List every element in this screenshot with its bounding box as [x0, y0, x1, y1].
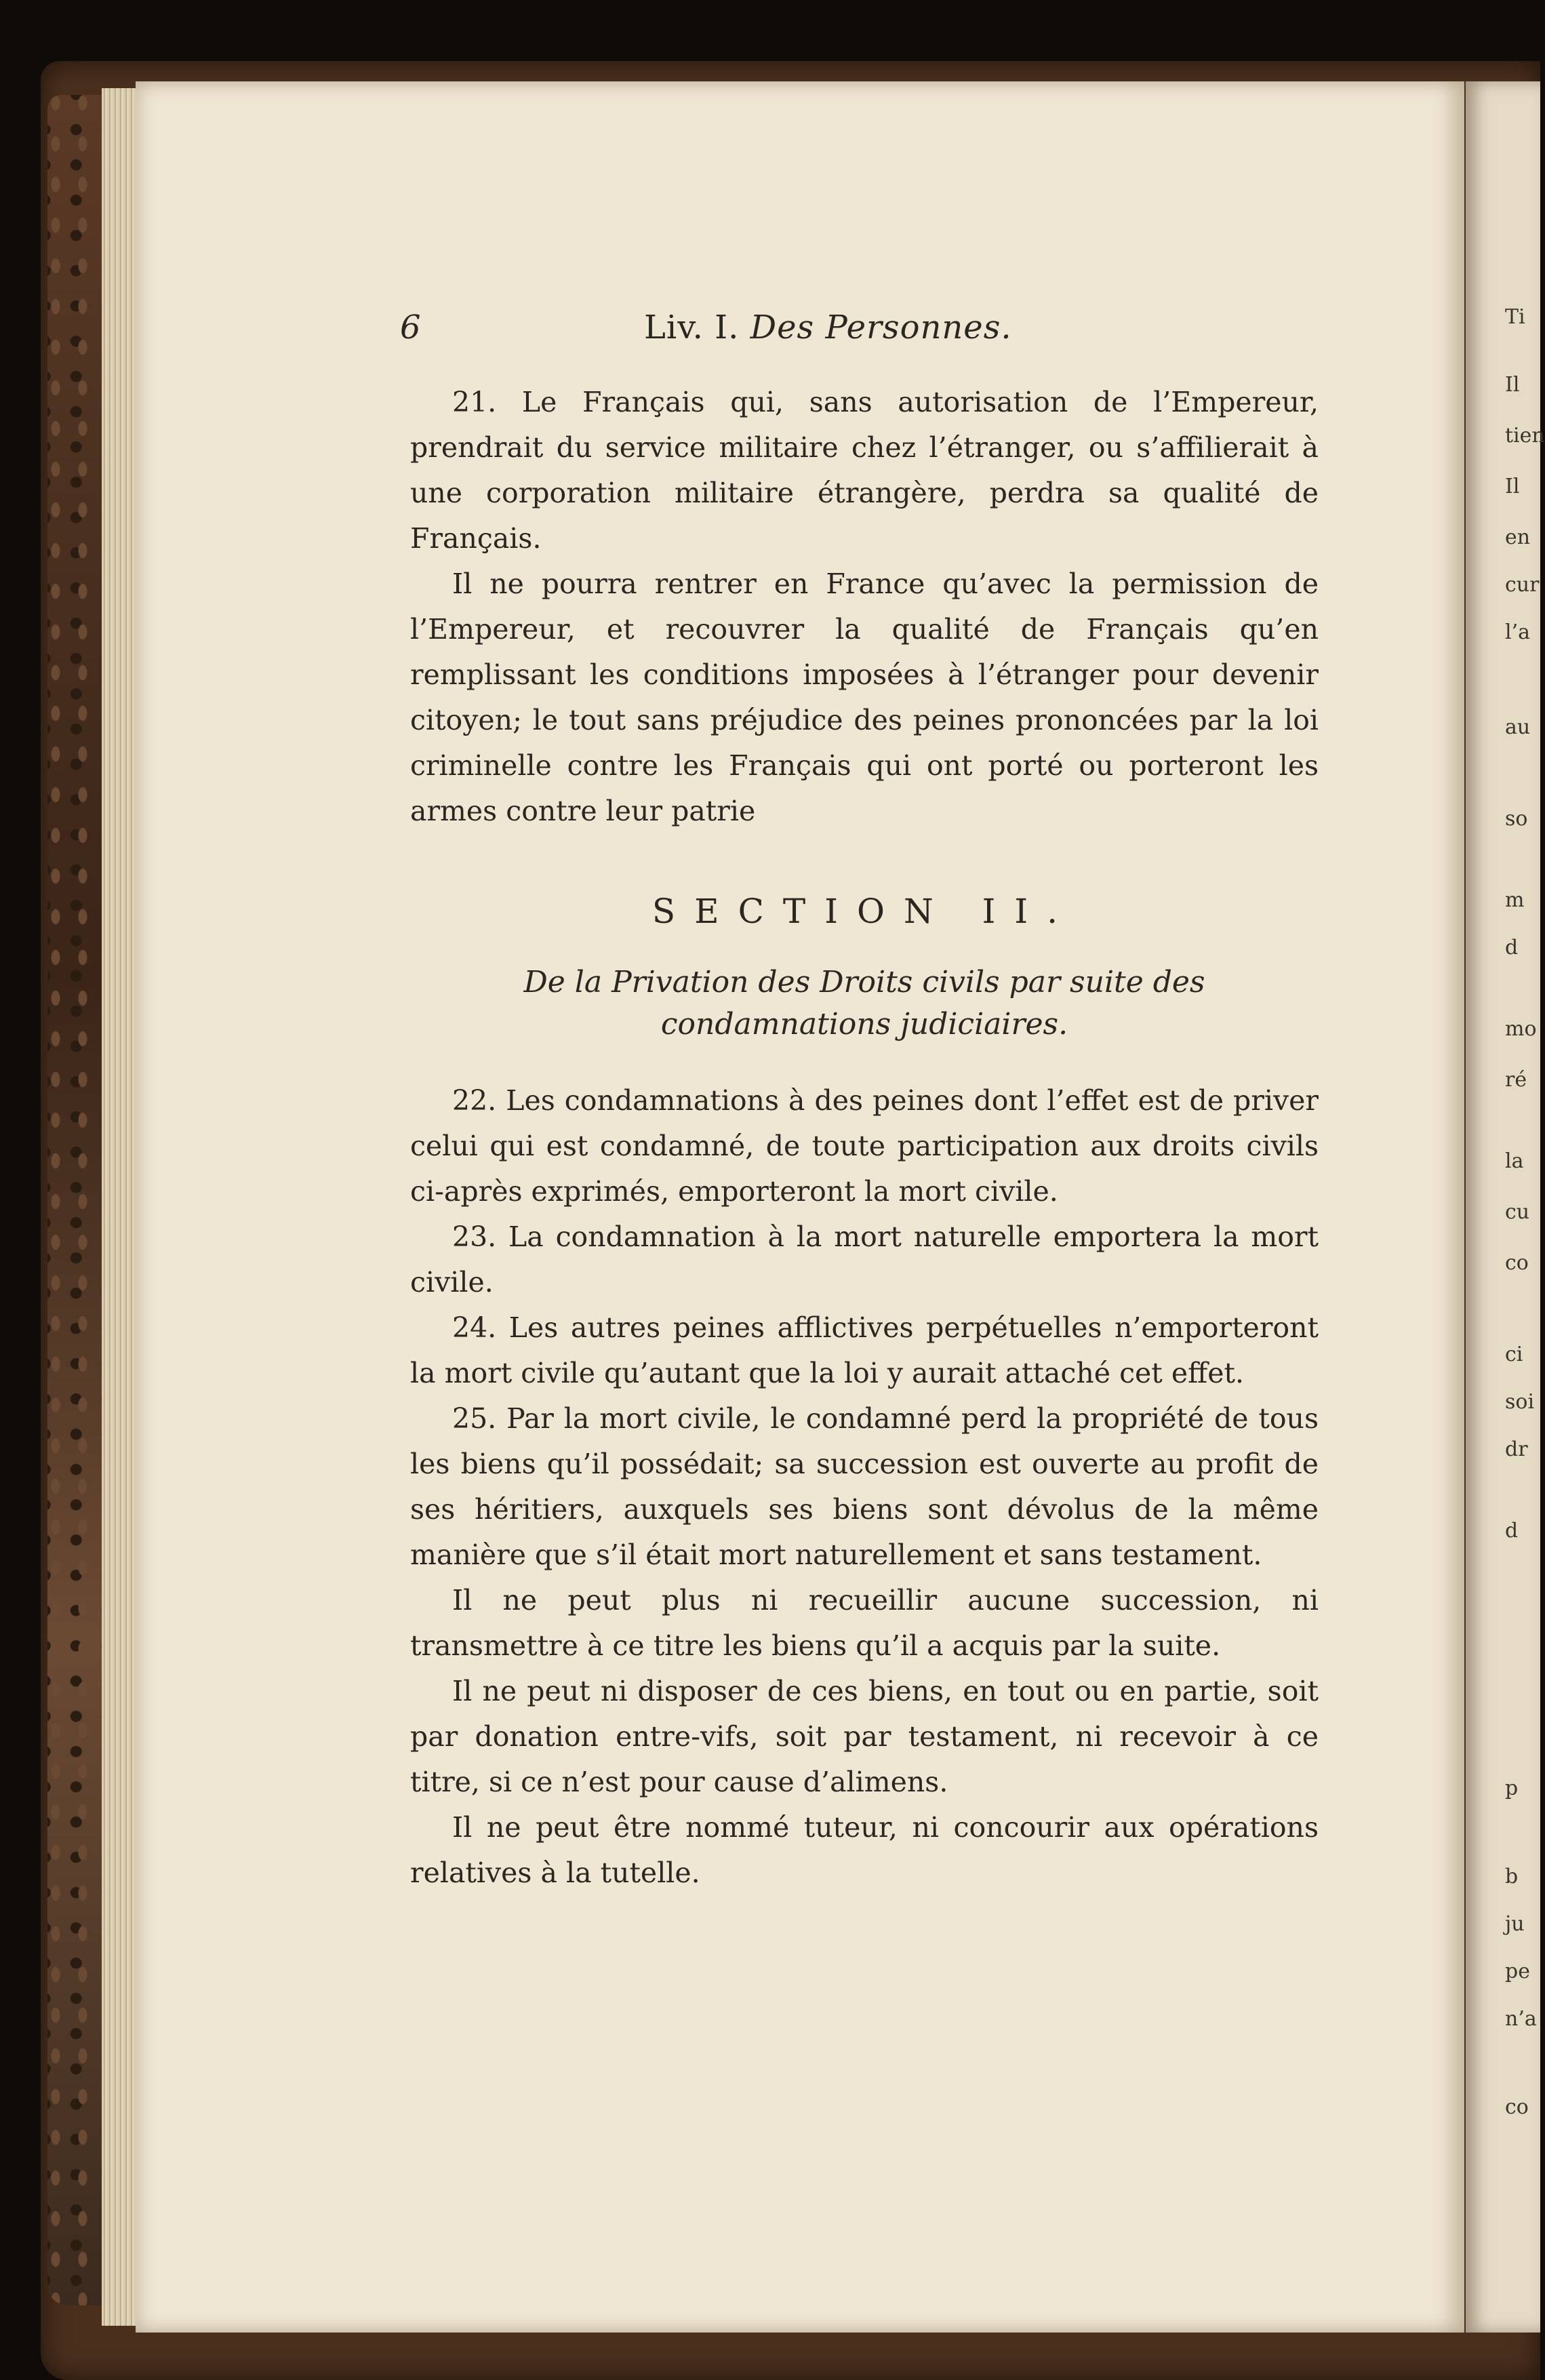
article-24: 24. Les autres peines afflictives perpétuelles n’emporteront la mort civile qu’autant que la loi y aurait attaché cet effet. — [410, 1311, 1319, 1389]
fragment-text: m — [1505, 888, 1525, 912]
marbled-cover-edge — [47, 95, 103, 2305]
fragment-text: pe — [1505, 1960, 1530, 1983]
running-header — [400, 309, 1336, 356]
fragment-text: co — [1505, 2095, 1529, 2119]
fragment-text: ré — [1505, 1068, 1527, 1092]
fragment-text: cu — [1505, 1200, 1530, 1224]
section-heading: SECTION II. — [651, 892, 1077, 931]
fragment-text: ju — [1505, 1912, 1525, 1936]
fragment-text: ci — [1505, 1343, 1523, 1366]
section-subtitle: De la Privation des Droits civils par suite des condamnations judiciaires. — [523, 965, 1205, 1042]
article-25-paragraph-2: Il ne peut plus ni recueillir aucune succession, ni transmettre à ce titre les biens qu’il a acquis par la suite. — [410, 1584, 1319, 1662]
fragment-text: d — [1505, 936, 1519, 959]
fragment-text: tien — [1505, 424, 1545, 448]
article-21-paragraph-2: Il ne pourra rentrer en France qu’avec la permission de l’Empereur, et recouvrer la qualité de Français qu’en remplissant les conditions imposées à l’étranger pour devenir citoyen; le tout sans préjudice des peines prononcées par la loi criminelle contre les Français qui ont porté ou porteront les armes contre leur patrie — [410, 568, 1319, 827]
fragment-text: co — [1505, 1251, 1529, 1275]
article-block-top — [410, 380, 1319, 834]
article-21: 21. Le Français qui, sans autorisation de l’Empereur, prendrait du service militaire chez l’étranger, ou s’affilierait à une corporation militaire étrangère, perdra sa qualité de Français. — [410, 386, 1319, 555]
fragment-text: d — [1505, 1519, 1519, 1543]
fragment-text: soi — [1505, 1390, 1535, 1414]
article-25: 25. Par la mort civile, le condamné perd la propriété de tous les biens qu’il possédait; sa succession est ouverte au profit de ses héritiers, auxquels ses biens sont dévolus de la même manière que s’il était mort naturellement et sans testament. — [410, 1402, 1319, 1571]
fragment-text: Ti — [1505, 305, 1525, 329]
adjacent-page-fragment — [1466, 81, 1545, 2333]
fragment-text: dr — [1505, 1437, 1528, 1461]
fragment-text: p — [1505, 1777, 1519, 1800]
article-25-paragraph-4: Il ne peut être nommé tuteur, ni concourir aux opérations relatives à la tutelle. — [410, 1811, 1319, 1889]
fragment-text: Il — [1505, 373, 1520, 397]
article-25-paragraph-3: Il ne peut ni disposer de ces biens, en tout ou en partie, soit par donation entre-vifs, soit par testament, ni recevoir à ce titre, si ce n’est pour cause d’alimens. — [410, 1675, 1319, 1798]
page-number: 6 — [400, 309, 421, 346]
book-title: Des Personnes. — [750, 309, 1012, 346]
fragment-text: Il — [1505, 475, 1520, 498]
fragment-text: l’a — [1505, 620, 1531, 644]
fragment-text: b — [1505, 1865, 1519, 1888]
fragment-text: n’a — [1505, 2007, 1537, 2031]
fragment-text: cur — [1505, 573, 1540, 597]
running-title — [644, 309, 1012, 346]
fragment-text: au — [1505, 715, 1531, 739]
fragment-text: mo — [1505, 1017, 1537, 1041]
book-label: Liv. I. — [644, 309, 740, 346]
article-block-bottom — [410, 1078, 1319, 1896]
article-22: 22. Les condamnations à des peines dont l’effet est de priver celui qui est condamné, de toute participation aux droits civils ci-après exprimés, emporteront la mort civile. — [410, 1084, 1319, 1208]
fragment-text: so — [1505, 807, 1528, 831]
fragment-text: la — [1505, 1149, 1524, 1173]
article-23: 23. La condamnation à la mort naturelle emportera la mort civile. — [410, 1221, 1319, 1298]
fragment-text: en — [1505, 525, 1531, 549]
